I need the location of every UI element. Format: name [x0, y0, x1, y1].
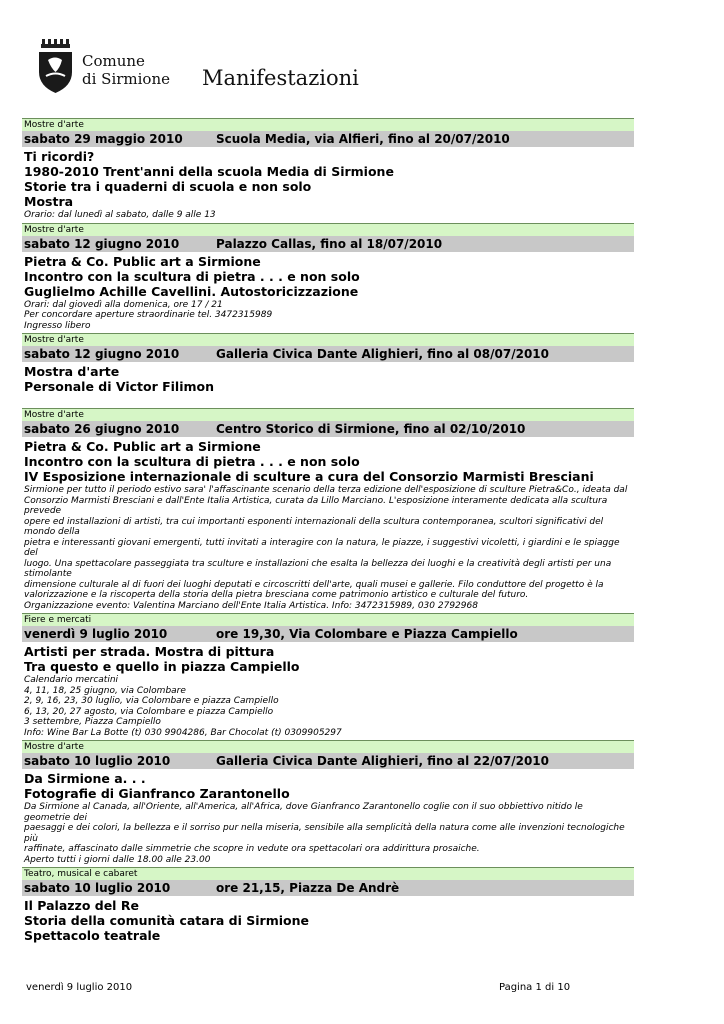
- event-title-line: Artisti per strada. Mostra di pittura: [24, 644, 275, 659]
- event-date: sabato 12 giugno 2010: [24, 347, 180, 361]
- event-description-line: Ingresso libero: [24, 320, 91, 331]
- event-description-line: opere ed installazioni di artisti, tra cui importanti esponenti internazionali della scultura contemporanea, scultori significativi del mondo della: [24, 516, 604, 537]
- event-description-line: luogo. Una spettacolare passeggiata tra sculture e installazioni che esalta la bellezza dei luoghi e la creatività degli artisti per una stimolante: [24, 558, 612, 579]
- event-date-row: [22, 753, 634, 769]
- event-title-line: Storia della comunità catara di Sirmione: [24, 913, 309, 928]
- page-header: [36, 38, 696, 98]
- event-date-row: [22, 131, 634, 147]
- event-item: [22, 333, 634, 408]
- event-spacer: [22, 943, 634, 957]
- footer-page-number: Pagina 1 di 10: [499, 982, 571, 993]
- event-category: Mostre d'arte: [22, 334, 634, 346]
- event-item: [22, 613, 634, 740]
- event-title-line: 1980-2010 Trent'anni della scuola Media di Sirmione: [24, 164, 394, 179]
- logo-text: [82, 52, 170, 88]
- event-date-row: [22, 421, 634, 437]
- event-title-line: Pietra & Co. Public art a Sirmione: [24, 253, 261, 269]
- event-title-line: Mostra d'arte: [24, 364, 120, 379]
- event-description-line: 2, 9, 16, 23, 30 luglio, via Colombare e piazza Campiello: [24, 696, 279, 706]
- event-place: ore 19,30, Via Colombare e Piazza Campiello: [216, 627, 518, 641]
- event-title-line: Ti ricordi?: [24, 149, 95, 164]
- event-category: Mostre d'arte: [22, 119, 634, 131]
- event-date-row: [22, 346, 634, 362]
- event-title-line: Tra questo e quello in piazza Campiello: [24, 659, 300, 674]
- events-list: [22, 118, 634, 957]
- event-title-line: Il Palazzo del Re: [24, 898, 139, 913]
- event-description-line: Da Sirmione al Canada, all'Oriente, all'America, all'Africa, dove Gianfranco Zarantonello coglie con il suo obbiettivo nitido le geometrie dei: [24, 802, 583, 823]
- event-description: [22, 801, 634, 867]
- event-date-row: [22, 880, 634, 896]
- event-description-line: dimensione culturale al di fuori dei luoghi deputati e circoscritti dell'arte, quali musei e gallerie. Filo conduttore del progetto è la: [24, 579, 604, 590]
- event-place: Galleria Civica Dante Alighieri, fino al 22/07/2010: [216, 754, 549, 768]
- event-description-line: Per concordare aperture straordinarie tel. 3472315989: [24, 310, 273, 320]
- event-category: Teatro, musical e cabaret: [22, 868, 634, 880]
- logo-line-2: di Sirmione: [82, 70, 171, 88]
- event-description-line: Calendario mercatini: [24, 675, 119, 685]
- event-description-line: Info: Wine Bar La Botte (t) 030 9904286, Bar Chocolat (t) 0309905297: [24, 727, 342, 738]
- event-title-line: Spettacolo teatrale: [24, 928, 161, 943]
- event-title-line: Fotografie di Gianfranco Zarantonello: [24, 786, 290, 801]
- event-description-line: pietra e interessanti giovani emergenti, tutti invitati a interagire con la natura, le piazze, i suggestivi vicoletti, i giardini e le spiagge del: [24, 537, 620, 558]
- event-titles: [22, 437, 634, 484]
- event-date: sabato 10 luglio 2010: [24, 881, 171, 895]
- event-description: [22, 674, 634, 740]
- event-titles: [22, 642, 634, 674]
- event-date-row: [22, 236, 634, 252]
- event-description-line: Organizzazione evento: Valentina Marciano dell'Ente Italia Artistica. Info: 3472315989, 030 2792968: [24, 600, 478, 611]
- event-titles: [22, 896, 634, 943]
- event-category: Mostre d'arte: [22, 409, 634, 421]
- event-description-line: Orari: dal giovedì alla domenica, ore 17 / 21: [24, 299, 223, 310]
- event-title-line: Incontro con la scultura di pietra . . . e non solo: [24, 454, 360, 469]
- event-title-line: IV Esposizione internazionale di sculture a cura del Consorzio Marmisti Bresciani: [24, 469, 594, 484]
- event-title-line: Mostra: [24, 194, 74, 209]
- event-date-row: [22, 626, 634, 642]
- page-title: Manifestazioni: [202, 66, 359, 90]
- event-description-line: Consorzio Marmisti Bresciani e dall'Ente Italia Artistica, curata da Lillo Marciano. L'esposizione interamente dedicata alla scultura prevede: [24, 495, 608, 516]
- event-description-line: 6, 13, 20, 27 agosto, via Colombare e piazza Campiello: [24, 706, 274, 717]
- event-item: [22, 408, 634, 613]
- logo-line-1: Comune: [82, 52, 145, 70]
- event-description-line: 3 settembre, Piazza Campiello: [24, 717, 161, 727]
- event-title-line: Da Sirmione a. . .: [24, 771, 146, 786]
- event-description-line: valorizzazione e la riscoperta della storia della pietra bresciana come patrimonio artistico e culturale del futuro.: [24, 590, 529, 600]
- event-description: [22, 299, 634, 334]
- event-title-line: Storie tra i quaderni di scuola e non solo: [24, 179, 312, 194]
- event-titles: [22, 252, 634, 299]
- event-titles: [22, 769, 634, 801]
- event-description-line: paesaggi e dei colori, la bellezza e il sorriso pur nella miseria, sensibile alla semplicità della natura come alle invenzioni tecnologiche più: [24, 823, 625, 844]
- event-place: Centro Storico di Sirmione, fino al 02/10/2010: [216, 422, 526, 436]
- event-description: [22, 484, 634, 613]
- event-description-line: Sirmione per tutto il periodo estivo sara' l'affascinante scenario della terza edizione dell'esposizione di sculture Pietra&Co., ideata dal: [24, 485, 628, 495]
- event-category: Fiere e mercati: [22, 614, 634, 626]
- event-category: Mostre d'arte: [22, 224, 634, 236]
- event-item: [22, 118, 634, 223]
- event-item: [22, 223, 634, 334]
- event-date: sabato 29 maggio 2010: [24, 132, 183, 146]
- event-place: Galleria Civica Dante Alighieri, fino al 08/07/2010: [216, 347, 549, 361]
- event-title-line: Incontro con la scultura di pietra . . . e non solo: [24, 268, 360, 284]
- event-place: ore 21,15, Piazza De Andrè: [216, 881, 400, 895]
- event-description-line: Orario: dal lunedì al sabato, dalle 9 alle 13: [24, 210, 216, 220]
- event-date: venerdì 9 luglio 2010: [24, 627, 168, 641]
- event-place: Palazzo Callas, fino al 18/07/2010: [216, 236, 443, 251]
- event-description-line: Aperto tutti i giorni dalle 18.00 alle 23.00: [24, 854, 211, 865]
- town-crest-icon: [36, 38, 76, 94]
- event-title-line: Personale di Victor Filimon: [24, 379, 214, 394]
- event-item: [22, 740, 634, 867]
- event-title-line: Pietra & Co. Public art a Sirmione: [24, 439, 261, 454]
- event-description: [22, 209, 634, 223]
- footer-date: venerdì 9 luglio 2010: [26, 982, 133, 993]
- event-date: sabato 12 giugno 2010: [24, 236, 180, 251]
- event-category: Mostre d'arte: [22, 741, 634, 753]
- event-description-line: 4, 11, 18, 25 giugno, via Colombare: [24, 685, 186, 696]
- event-item: [22, 867, 634, 957]
- event-title-line: Guglielmo Achille Cavellini. Autostoricizzazione: [24, 283, 359, 299]
- event-titles: [22, 362, 634, 394]
- event-date: sabato 26 giugno 2010: [24, 422, 180, 436]
- event-spacer: [22, 394, 634, 408]
- event-date: sabato 10 luglio 2010: [24, 754, 171, 768]
- event-place: Scuola Media, via Alfieri, fino al 20/07/2010: [216, 132, 510, 146]
- event-description-line: raffinate, affascinato dalle simmetrie che scopre in vedute ora spettacolari ora addirittura prosaiche.: [24, 844, 480, 854]
- event-titles: [22, 147, 634, 209]
